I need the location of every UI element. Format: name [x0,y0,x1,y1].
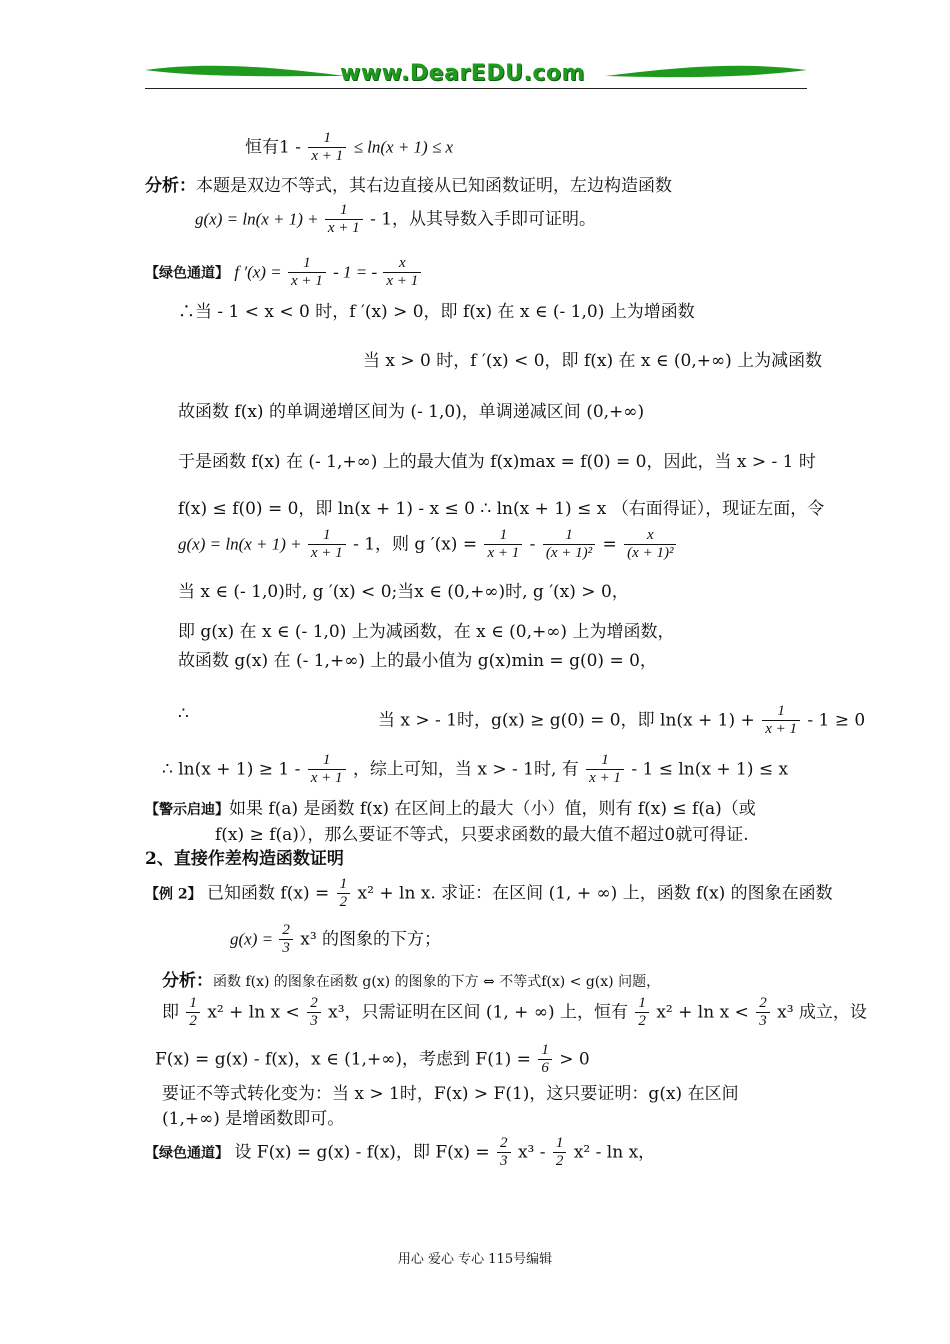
header-rule [145,88,807,89]
construct-g-line: g(x) = ln(x + 1) + $\frac{1}{x + 1}$ - 1，从其导数入手即可证明。 [195,202,597,237]
conclusion-line: ∴ ln(x + 1) ≥ 1 - $\frac{1}{x + 1}$ ，综上可知，当 x > - 1时, 有 $\frac{1}{x + 1}$ - 1 ≤ ln(x + 1) ≤ x [162,752,789,787]
example-2-g-line: g(x) = $\frac{2}{3}$ x³ 的图象的下方； [230,922,442,957]
max-value-line: 于是函数 f(x) 在 (- 1,+∞) 上的最大值为 f(x)max = f(0) = 0，因此，当 x > - 1 时 [178,452,816,472]
g-monotonic-line: 即 g(x) 在 x ∈ (- 1,0) 上为减函数，在 x ∈ (0,+∞) 上为增函数， [178,622,675,642]
decreasing-line: 当 x > 0 时，f ′(x) < 0，即 f(x) 在 x ∈ (0,+∞) 上为减函数 [363,351,823,371]
sign-g-line: 当 x ∈ (- 1,0)时, g ′(x) < 0;当x ∈ (0,+∞)时, g ′(x) > 0， [178,582,629,602]
therefore-ineq: 当 x > - 1时，g(x) ≥ g(0) = 0，即 ln(x + 1) + $\frac{1}{x + 1}$ - 1 ≥ 0 [378,703,866,738]
transform-line-2: (1,+∞) 是增函数即可。 [162,1109,345,1129]
g-derivative-line: g(x) = ln(x + 1) + $\frac{1}{x + 1}$ - 1，则 g ′(x) = $\frac{1}{x + 1}$ - $\frac{1}{\text{(x + 1)²}}$ = $\frac{x}{\text{(x + 1)²}}$ [178,527,678,563]
transform-line: 要证不等式转化变为：当 x > 1时，F(x) > F(1)，这只要证明：g(x) 在区间 [162,1084,739,1104]
increasing-line: ∴当 - 1 < x < 0 时，f ′(x) > 0，即 f(x) 在 x ∈ (- 1,0) 上为增函数 [178,302,695,322]
section-2-heading: 2、直接作差构造函数证明 [145,849,344,869]
analysis-2-ineq: 即 $\frac{1}{2}$ x² + ln x < $\frac{2}{3}$ x³，只需证明在区间 (1, + ∞) 上，恒有 $\frac{1}{2}$ x² + ln x < $\frac{2}{3}$ x³ 成立，设 [162,995,867,1030]
monotonic-intervals: 故函数 f(x) 的单调递增区间为 (- 1,0)，单调递减区间 (0,+∞) [178,402,645,422]
therefore-line: ∴ [178,704,189,724]
derivative-line: 【绿色通道】 f ′(x) = $\frac{1}{x + 1}$ - 1 = - $\frac{x}{x + 1}$ [145,255,423,291]
g-min-line: 故函数 g(x) 在 (- 1,+∞) 上的最小值为 g(x)min = g(0) = 0， [178,651,657,671]
green-channel-2-line: 【绿色通道】 设 F(x) = g(x) - f(x)，即 F(x) = $\frac{2}{3}$ x³ - $\frac{1}{2}$ x² - ln x， [145,1135,656,1170]
page-footer: 用心 爱心 专心 115号编辑 [397,1252,553,1267]
right-proved-line: f(x) ≤ f(0) = 0，即 ln(x + 1) - x ≤ 0 ∴ ln(x + 1) ≤ x （右面得证），现证左面，令 [178,499,825,519]
proof-line-1: 恒有1 - $\frac{1}{x + 1}$ ≤ ln(x + 1) ≤ x [245,130,454,165]
site-logo-text[interactable]: www.DearEDU.com [340,61,585,86]
analysis-line: 分析：本题是双边不等式，其右边直接从已知函数证明，左边构造函数 [145,176,672,196]
analysis-2-line: 分析：函数 f(x) 的图象在函数 g(x) 的图象的下方 ⇔ 不等式f(x) < g(x) 问题， [162,971,661,991]
example-2-line: 【例 2】 已知函数 f(x) = $\frac{1}{2}$ x² + ln x. 求证：在区间 (1, + ∞) 上，函数 f(x) 的图象在函数 [145,876,833,911]
warning-line-2: f(x) ≥ f(a)），那么要证不等式，只要求函数的最大值不超过0就可得证. [215,825,749,845]
site-header [145,58,807,96]
warning-line: 【警示启迪】如果 f(a) 是函数 f(x) 在区间上的最大（小）值，则有 f(x) ≤ f(a)（或 [145,799,756,819]
F-definition-line: F(x) = g(x) - f(x)，x ∈ (1,+∞)，考虑到 F(1) = $\frac{1}{6}$ > 0 [155,1042,590,1077]
